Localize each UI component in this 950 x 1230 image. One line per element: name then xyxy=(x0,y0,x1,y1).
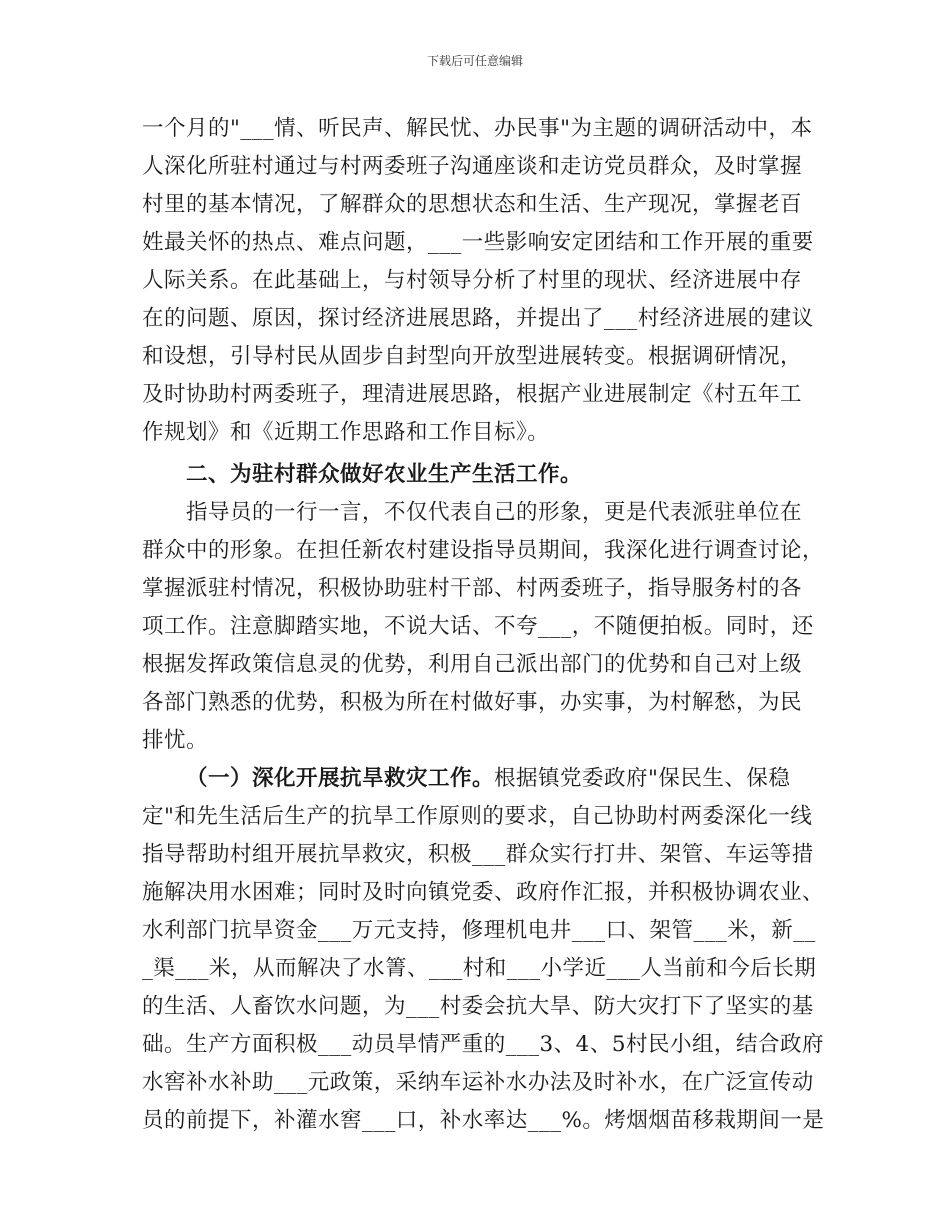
text-line: 员的前提下，补灌水窖___口，补水率达___%。烤烟烟苗移栽期间一是 xyxy=(142,1108,825,1133)
text-line: 的生活、人畜饮水问题，为___村委会抗大旱、防大灾打下了坚实的基 xyxy=(142,994,814,1019)
text-line: 和设想，引导村民从固步自封型向开放型进展转变。根据调研情况， xyxy=(142,344,803,369)
text-line: 及时协助村两委班子，理清进展思路，根据产业进展制定《村五年工 xyxy=(142,382,803,407)
text-line: 水窖补水补助___元政策，采纳车运补水办法及时补水，在广泛宣传动 xyxy=(142,1070,814,1095)
text-line: 指导帮助村组开展抗旱救灾，积极___群众实行打井、架管、车运等措 xyxy=(142,842,814,867)
paragraph-guidance xyxy=(142,494,825,760)
text-line: 姓最关怀的热点、难点问题，___一些影响安定团结和工作开展的重要 xyxy=(142,230,814,255)
paragraph-research xyxy=(142,110,822,452)
text-line: 水利部门抗旱资金___万元支持，修理机电井___口、架管___米，新__ xyxy=(142,918,816,943)
text-line: 人深化所驻村通过与村两委班子沟通座谈和走访党员群众，及时掌握 xyxy=(142,154,803,179)
text-line: 群众中的形象。在担任新农村建设指导员期间，我深化进行调查讨论， xyxy=(142,538,825,563)
text-line: 掌握派驻村情况，积极协助驻村干部、村两委班子，指导服务村的各 xyxy=(142,576,803,601)
text-line: 一个月的"___情、听民声、解民忧、办民事"为主题的调研活动中，本 xyxy=(142,116,813,141)
text-line: 根据发挥政策信息灵的优势，利用自己派出部门的优势和自己对上级 xyxy=(142,652,803,677)
text-line: 施解决用水困难；同时及时向镇党委、政府作汇报，并积极协调农业、 xyxy=(142,880,825,905)
text-line: 人际关系。在此基础上，与村领导分析了村里的现状、经济进展中存 xyxy=(142,268,803,293)
subsection-lead: （一）深化开展抗旱救灾工作。 xyxy=(186,766,495,791)
text-line: 各部门熟悉的优势，积极为所在村做好事，办实事，为村解愁，为民 xyxy=(142,690,803,715)
text-span: 根据镇党委政府"保民生、保稳 xyxy=(494,766,791,791)
document-body xyxy=(142,110,825,1140)
page-header: 下载后可任意编辑 xyxy=(426,54,523,68)
paragraph-drought-relief xyxy=(142,760,825,1140)
text-line: 定"和先生活后生产的抗旱工作原则的要求，自己协助村两委深化一线 xyxy=(142,804,813,829)
text-line: 村里的基本情况，了解群众的思想状态和生活、生产现况，掌握老百 xyxy=(142,192,803,217)
text-line: 础。生产方面积极___动员旱情严重的___3、4、5村民小组，结合政府 xyxy=(142,1032,825,1057)
text-line: 作规划》和《近期工作思路和工作目标》。 xyxy=(142,420,550,445)
text-line: 在的问题、原因，探讨经济进展思路，并提出了___村经济进展的建议 xyxy=(142,306,814,331)
text-line: 排忧。 xyxy=(142,728,209,753)
text-line: _渠___米，从而解决了水箐、___村和___小学近___人当前和今后长期 xyxy=(142,956,817,981)
section-heading: 二、为驻村群众做好农业生产生活工作。 xyxy=(186,462,583,487)
text-line: 项工作。注意脚踏实地，不说大话、不夸___，不随便拍板。同时，还 xyxy=(142,614,814,639)
text-line: 指导员的一行一言，不仅代表自己的形象，更是代表派驻单位在 xyxy=(186,500,803,525)
text-line xyxy=(142,760,822,798)
